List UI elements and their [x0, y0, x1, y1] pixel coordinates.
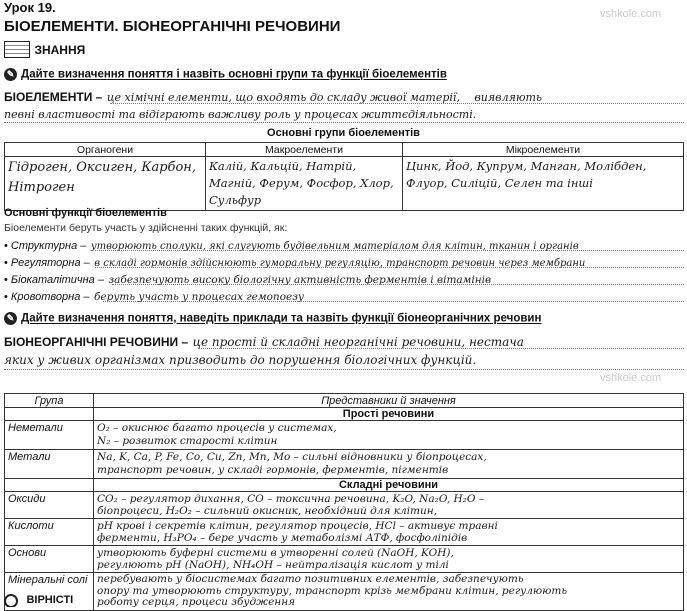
answer-text[interactable]: забезпечують високу біологічну активність ферментів і вітамінів — [108, 274, 492, 286]
function-row: • Кровотворна – беруть участь у процесах гемопоезу — [4, 291, 305, 303]
example-line: роботу серця, процеси збудження — [97, 596, 296, 608]
section-header-simple: Прості речовини — [94, 408, 684, 421]
answer-line — [4, 122, 684, 123]
group-name: Метали — [5, 450, 94, 479]
macro-cell[interactable]: Калій, Кальцій, Натрій, Магній, Ферум, Фосфор, Хлор, Сульфур — [206, 157, 403, 211]
footer-label: ВІРНІСТІ — [26, 594, 74, 606]
group-examples[interactable] — [94, 546, 684, 573]
groups-title: Основні групи біоелементів — [267, 127, 420, 139]
group-name: Мінеральні солі — [5, 573, 94, 611]
answer-line — [112, 284, 684, 285]
answer-line — [110, 103, 684, 104]
column-header: Представники й значення — [94, 394, 684, 408]
answer-text[interactable]: це прості й складні неорганічні речовини, нестача — [192, 335, 524, 349]
answer-text[interactable]: утворюють сполуки, які слугують будівельним матеріалом для клітин, тканин і органів — [90, 241, 579, 252]
column-header: Мікроелементи — [403, 143, 684, 157]
page-title: БІОЕЛЕМЕНТИ. БІОНЕОРГАНІЧНІ РЕЧОВИНИ — [4, 18, 341, 35]
function-name: Регуляторна – — [10, 257, 90, 269]
example-line: ферменти, H₃PO₄ – бере участь у метаболізмі АТФ, фосфоліпідів — [97, 532, 468, 544]
answer-line — [4, 369, 684, 370]
knowledge-label: ЗНАННЯ — [34, 42, 86, 57]
group-name: Кислоти — [5, 519, 94, 546]
term-bioinorganic: БІОНЕОРГАНІЧНІ РЕЧОВИНИ – — [4, 335, 189, 349]
function-row: • Структурна – утворюють сполуки, які слугують будівельним матеріалом для клітин, тканин і органів — [4, 240, 579, 252]
answer-text[interactable]: певні властивості та відіграють важливу роль у процесах життєдіяльності. — [4, 108, 477, 121]
lens-icon — [4, 594, 18, 607]
example-line: O₂ – окиснює багато процесів у системах, — [97, 422, 337, 434]
example-line: біопроцеси, H₂O₂ – сильний окисник, необхідний для клітин, — [97, 505, 438, 517]
example-line: pH крові і секретів клітин, регулятор процесів, HCl – активує травні — [97, 520, 498, 532]
group-examples[interactable] — [94, 492, 684, 519]
footer-section — [4, 594, 73, 607]
pencil-icon: ✎ — [4, 312, 17, 325]
example-line: опору та утворюють структуру, транспорт крізь мембрани клітин, регулюють — [97, 584, 568, 597]
group-name: Основи — [5, 546, 94, 573]
pencil-icon: ✎ — [4, 68, 17, 81]
function-name: Кровотворна – — [10, 291, 90, 303]
answer-text[interactable]: яких у живих організмах призводить до порушення біологічних функцій. — [4, 353, 477, 367]
example-line: регулюють pH (NaOH), NH₄OH – нейтралізація кислот у тілі — [97, 559, 449, 571]
function-row: • Біокаталітична – забезпечують високу біологічну активність ферментів і вітамінів — [4, 274, 492, 286]
group-name: Оксиди — [5, 492, 94, 519]
answer-line — [198, 348, 684, 349]
task2-prompt-text: Дайте визначення поняття, наведіть приклади та назвіть функції біонеорганічних речовин — [21, 312, 542, 325]
group-examples[interactable] — [94, 573, 684, 611]
groups-table — [4, 142, 684, 211]
group-name: Неметали — [5, 421, 94, 450]
answer-line — [95, 267, 684, 268]
answer-text[interactable]: виявляють — [474, 91, 542, 104]
example-line: CO₂ – регулятор дихання, CO – токсична речовина, K₂O, Na₂O, H₂O – — [97, 493, 485, 505]
answer-line — [103, 301, 684, 302]
column-header: Органогени — [5, 143, 206, 157]
function-row: • Регуляторна – в складі гормонів здійснюють гуморальну регуляцію, транспорт речовин через мембрани — [4, 257, 586, 269]
group-examples[interactable] — [94, 421, 684, 450]
task1-prompt — [4, 68, 684, 81]
substances-table — [4, 393, 684, 611]
example-line: утворюють буферні системи в утворенні солей (NaOH, KOH), — [97, 547, 454, 559]
knowledge-section — [4, 41, 85, 57]
lesson-number: Урок 19. — [4, 0, 56, 15]
book-icon — [4, 41, 30, 58]
function-name: Структурна – — [10, 240, 87, 252]
column-header: Макроелементи — [206, 143, 403, 157]
watermark: vshkole.com — [600, 372, 662, 384]
section-header-complex: Складні речовини — [94, 479, 684, 492]
example-line: Na, K, Ca, P, Fe, Co, Cu, Zn, Mn, Mo – сильні відновники у біопроцесах, — [97, 451, 487, 463]
answer-text[interactable]: це хімічні елементи, що входять до складу живої матерії, — [106, 91, 460, 104]
task1-prompt-text: Дайте визначення поняття і назвіть основні групи та функції біоелементів — [21, 68, 447, 81]
organogens-cell[interactable]: Гідроген, Оксиген, Карбон, Нітроген — [5, 157, 206, 211]
functions-intro: Біоелементи беруть участь у здійсненні таких функцій, як: — [4, 222, 288, 234]
answer-text[interactable]: в складі гормонів здійснюють гуморальну регуляцію, транспорт речовин через мембрани — [94, 258, 586, 269]
answer-text[interactable]: беруть участь у процесах гемопоезу — [93, 291, 305, 303]
group-examples[interactable] — [94, 519, 684, 546]
term-bioelements: БІОЕЛЕМЕНТИ – — [4, 90, 103, 104]
task2-prompt — [4, 312, 684, 325]
example-line: N₂ – розвиток старості клітин — [97, 435, 278, 447]
column-header: Група — [5, 394, 94, 408]
example-line: перебувають у біосистемах багато позитивних елементів, забезпечують — [97, 573, 524, 585]
watermark: vshkole.com — [600, 8, 662, 20]
answer-line — [95, 250, 684, 251]
micro-cell[interactable]: Цинк, Йод, Купрум, Манган, Молібден, Флуор, Силіцій, Селен та інші — [403, 157, 684, 211]
functions-title: Основні функції біоелементів — [4, 207, 167, 219]
function-name: Біокаталітична – — [10, 274, 104, 286]
group-examples[interactable] — [94, 450, 684, 479]
example-line: транспорт речовин, у складі гормонів, ферментів, пігментів — [97, 464, 449, 476]
